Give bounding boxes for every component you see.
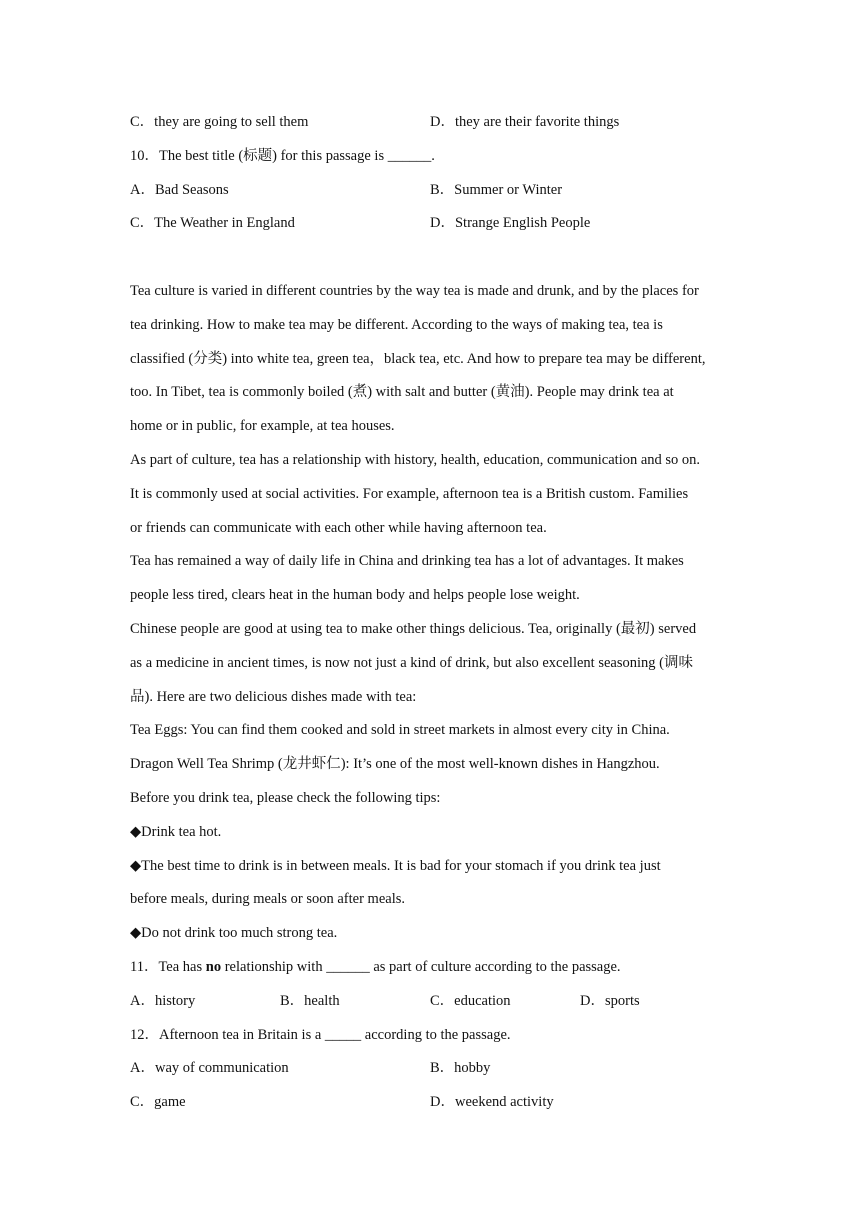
q12-stem: 12．Afternoon tea in Britain is a _____ according to the passage. — [130, 1026, 511, 1043]
q11-option-c: C．education — [430, 992, 511, 1009]
section-gap — [130, 245, 740, 279]
passage-line: people less tired, clears heat in the human body and helps people lose weight. — [130, 587, 580, 604]
q11-stem — [130, 955, 740, 989]
q10-option-a: A．Bad Seasons — [130, 181, 229, 198]
q11-option-a: A．history — [130, 992, 196, 1009]
q9-option-c: C．they are going to sell them — [130, 114, 309, 130]
tip-line: ◆The best time to drink is in between meals. It is bad for your stomach if you drink tea just — [130, 857, 661, 874]
q12-options-row-2 — [130, 1090, 740, 1124]
q9-option-d: D．they are their favorite things — [430, 114, 620, 130]
passage-line: or friends can communicate with each other while having afternoon tea. — [130, 519, 547, 536]
passage-line: 品). Here are two delicious dishes made with tea: — [130, 688, 417, 705]
passage-line: As part of culture, tea has a relationship with history, health, education, communication and so on. — [130, 451, 701, 468]
q10-option-c: C．The Weather in England — [130, 215, 295, 232]
passage-line: It is commonly used at social activities. For example, afternoon tea is a British custom. Families — [130, 485, 689, 502]
passage-line: Tea has remained a way of daily life in China and drinking tea has a lot of advantages. It makes — [130, 553, 684, 570]
passage-line: Before you drink tea, please check the following tips: — [130, 789, 441, 806]
q10-option-b: B．Summer or Winter — [430, 181, 563, 198]
q12-option-d: D．weekend activity — [430, 1094, 554, 1111]
q12-option-c: C．game — [130, 1094, 186, 1111]
passage-line: as a medicine in ancient times, is now not just a kind of drink, but also excellent seasoning (调味 — [130, 654, 693, 671]
passage-line: Tea culture is varied in different countries by the way tea is made and drunk, and by the places for — [130, 282, 699, 299]
passage-line: classified (分类) into white tea, green tea，black tea, etc. And how to prepare tea may be different, — [130, 350, 706, 367]
worksheet-page — [130, 110, 740, 1124]
tip-line: before meals, during meals or soon after meals. — [130, 891, 406, 908]
q12-option-b: B．hobby — [430, 1060, 491, 1077]
q11-stem-bold: no — [205, 958, 222, 975]
passage-line: Chinese people are good at using tea to make other things delicious. Tea, originally (最初) served — [130, 620, 697, 637]
q9-options-row — [130, 110, 740, 144]
passage-line: Dragon Well Tea Shrimp (龙井虾仁): It’s one of the most well-known dishes in Hangzhou. — [130, 756, 660, 773]
tip-line: ◆Drink tea hot. — [130, 823, 222, 840]
q11-option-d: D．sports — [580, 992, 640, 1009]
passage-line: Tea Eggs: You can find them cooked and sold in street markets in almost every city in China. — [130, 722, 670, 739]
passage-line: too. In Tibet, tea is commonly boiled (煮) with salt and butter (黄油). People may drink tea at — [130, 384, 674, 401]
q11-option-b: B．health — [280, 992, 340, 1009]
q11-stem-pre: 11．Tea has — [130, 958, 206, 975]
q12-option-a: A．way of communication — [130, 1060, 289, 1077]
passage-line: home or in public, for example, at tea houses. — [130, 418, 395, 435]
q10-options-row-1 — [130, 178, 740, 212]
q10-options-row-2 — [130, 211, 740, 245]
passage-line: tea drinking. How to make tea may be different. According to the ways of making tea, tea is — [130, 316, 663, 333]
tea-passage — [130, 279, 740, 955]
q11-stem-post: relationship with ______ as part of culture according to the passage. — [221, 958, 621, 975]
q10-option-d: D．Strange English People — [430, 215, 591, 232]
tip-line: ◆Do not drink too much strong tea. — [130, 925, 338, 942]
q12-options-row-1 — [130, 1056, 740, 1090]
q11-options-row — [130, 989, 740, 1023]
q10-stem: 10．The best title (标题) for this passage is ______. — [130, 147, 435, 164]
